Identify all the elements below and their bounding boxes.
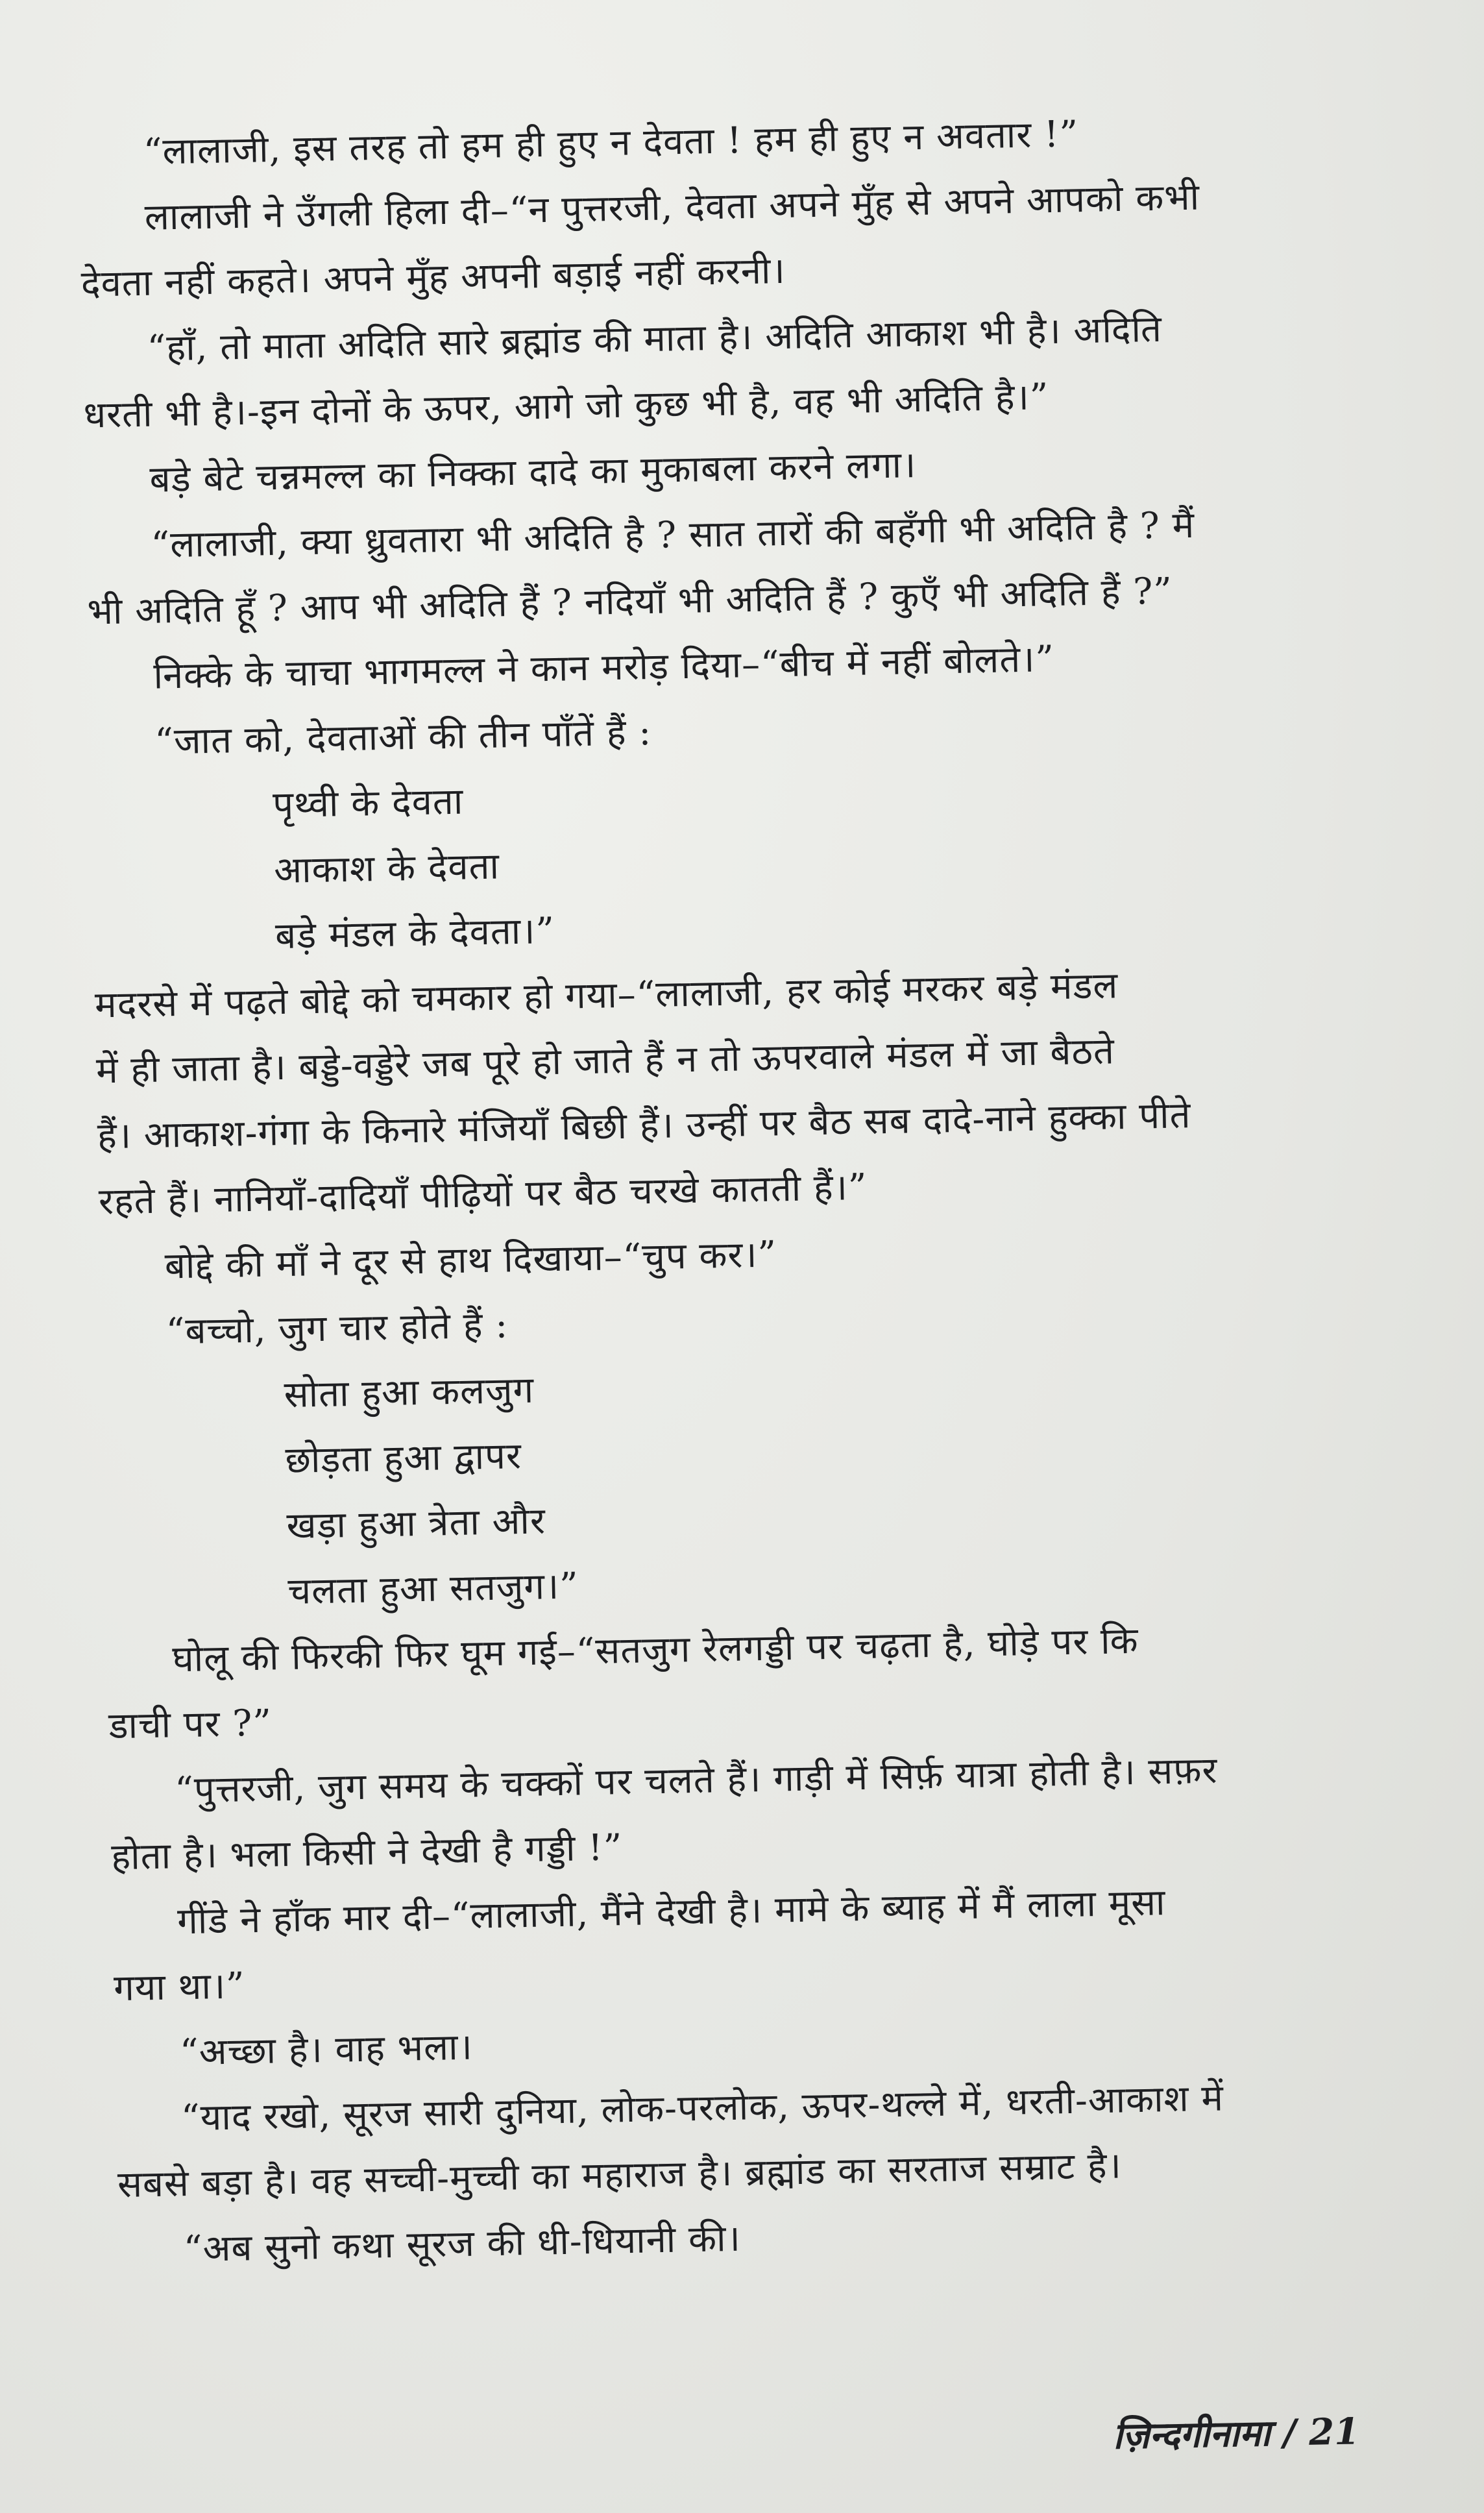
- text-line: “लालाजी, क्या ध्रुवतारा भी अदिति है ? सात तारों की बहँगी भी अदिति है ? मैं: [150, 504, 1195, 567]
- text-line: “अब सुनो कथा सूरज की धी-धियानी की।: [183, 2217, 742, 2271]
- text-line: भी अदिति हूँ ? आप भी अदिति हैं ? नदियाँ भी अदिति हैं ? कुएँ भी अदिति हैं ?”: [86, 570, 1173, 633]
- verse-line: आकाश के देवता: [273, 845, 500, 892]
- verse-line: खड़ा हुआ त्रेता और: [286, 1500, 546, 1547]
- text-line: “अच्छा है। वाह भला।: [179, 2026, 474, 2074]
- book-title: ज़िन्दगीनामा: [1112, 2411, 1271, 2458]
- page-body: [80, 95, 1430, 2283]
- text-line: होता है। भला किसी ने देखी है गड्डी !”: [110, 1826, 623, 1879]
- text-line: देवता नहीं कहते। अपने मुँह अपनी बड़ाई नहीं करनी।: [80, 249, 786, 306]
- text-line: सबसे बड़ा है। वह सच्ची-मुच्ची का महाराज है। ब्रह्मांड का सरताज सम्राट है।: [117, 2144, 1123, 2207]
- text-line: बड़े बेटे चन्नमल्ल का निक्का दादे का मुकाबला करने लगा।: [149, 444, 917, 501]
- text-line: निक्के के चाचा भागमल्ल ने कान मरोड़ दिया–“बीच में नहीं बोलते।”: [152, 638, 1055, 698]
- text-line: बोद्दे की माँ ने दूर से हाथ दिखाया–“चुप कर।”: [164, 1233, 777, 1288]
- text-line: रहते हैं। नानियाँ-दादियाँ पीढ़ियों पर बैठ चरखे कातती हैं।”: [98, 1166, 868, 1223]
- text-line: “लालाजी, इस तरह तो हम ही हुए न देवता ! हम ही हुए न अवतार !”: [143, 113, 1079, 173]
- page-footer: [1112, 2405, 1359, 2459]
- page-number: 21: [1308, 2410, 1360, 2454]
- text-line: डाची पर ?”: [108, 1702, 273, 1748]
- text-line: “जात को, देवताओं की तीन पाँतें हैं :: [154, 711, 652, 763]
- footer-separator: /: [1282, 2411, 1297, 2455]
- verse-line: सोता हुआ कलजुग: [284, 1369, 535, 1417]
- text-line: लालाजी ने उँगली हिला दी–“न पुत्तरजी, देवता अपने मुँह से अपने आपको कभी: [144, 176, 1200, 239]
- text-line: गया था।”: [113, 1965, 246, 2010]
- text-line: धरती भी है।-इन दोनों के ऊपर, आगे जो कुछ भी है, वह भी अदिति है।”: [83, 376, 1049, 437]
- verse-line: पृथ्वी के देवता: [272, 780, 464, 827]
- verse-line: छोड़ता हुआ द्वापर: [285, 1435, 522, 1482]
- text-line: घोलू की फिरकी फिर घूम गई–“सतजुग रेलगड्डी पर चढ़ता है, घोड़े पर कि: [171, 1619, 1139, 1681]
- text-line: “हाँ, तो माता अदिति सारे ब्रह्मांड की माता है। अदिति आकाश भी है। अदिति: [147, 308, 1163, 370]
- verse-line: चलता हुआ सतजुग।”: [287, 1565, 579, 1613]
- text-line: गींडे ने हाँक मार दी–“लालाजी, मैंने देखी है। मामे के ब्याह में मैं लाला मूसा: [176, 1882, 1167, 1943]
- text-line: “पुत्तरजी, जुग समय के चक्कों पर चलते हैं। गाड़ी में सिर्फ़ यात्रा होती है। सफ़र: [174, 1749, 1218, 1812]
- text-line: “याद रखो, सूरज सारी दुनिया, लोक-परलोक, ऊपर-थल्ले में, धरती-आकाश में: [180, 2077, 1224, 2140]
- text-line: “बच्चो, जुग चार होते हैं :: [165, 1304, 509, 1353]
- text-line: में ही जाता है। बड्डे-वड्डेरे जब पूरे हो जाते हैं न तो ऊपरवाले मंडल में जा बैठते: [95, 1030, 1115, 1092]
- text-line: मदरसे में पढ़ते बोद्दे को चमकार हो गया–“लालाजी, हर कोई मरकर बड़े मंडल: [94, 964, 1119, 1027]
- verse-line: बड़े मंडल के देवता।”: [274, 909, 555, 958]
- text-line: हैं। आकाश-गंगा के किनारे मंजियाँ बिछी हैं। उन्हीं पर बैठ सब दादे-नाने हुक्का पीते: [97, 1094, 1192, 1158]
